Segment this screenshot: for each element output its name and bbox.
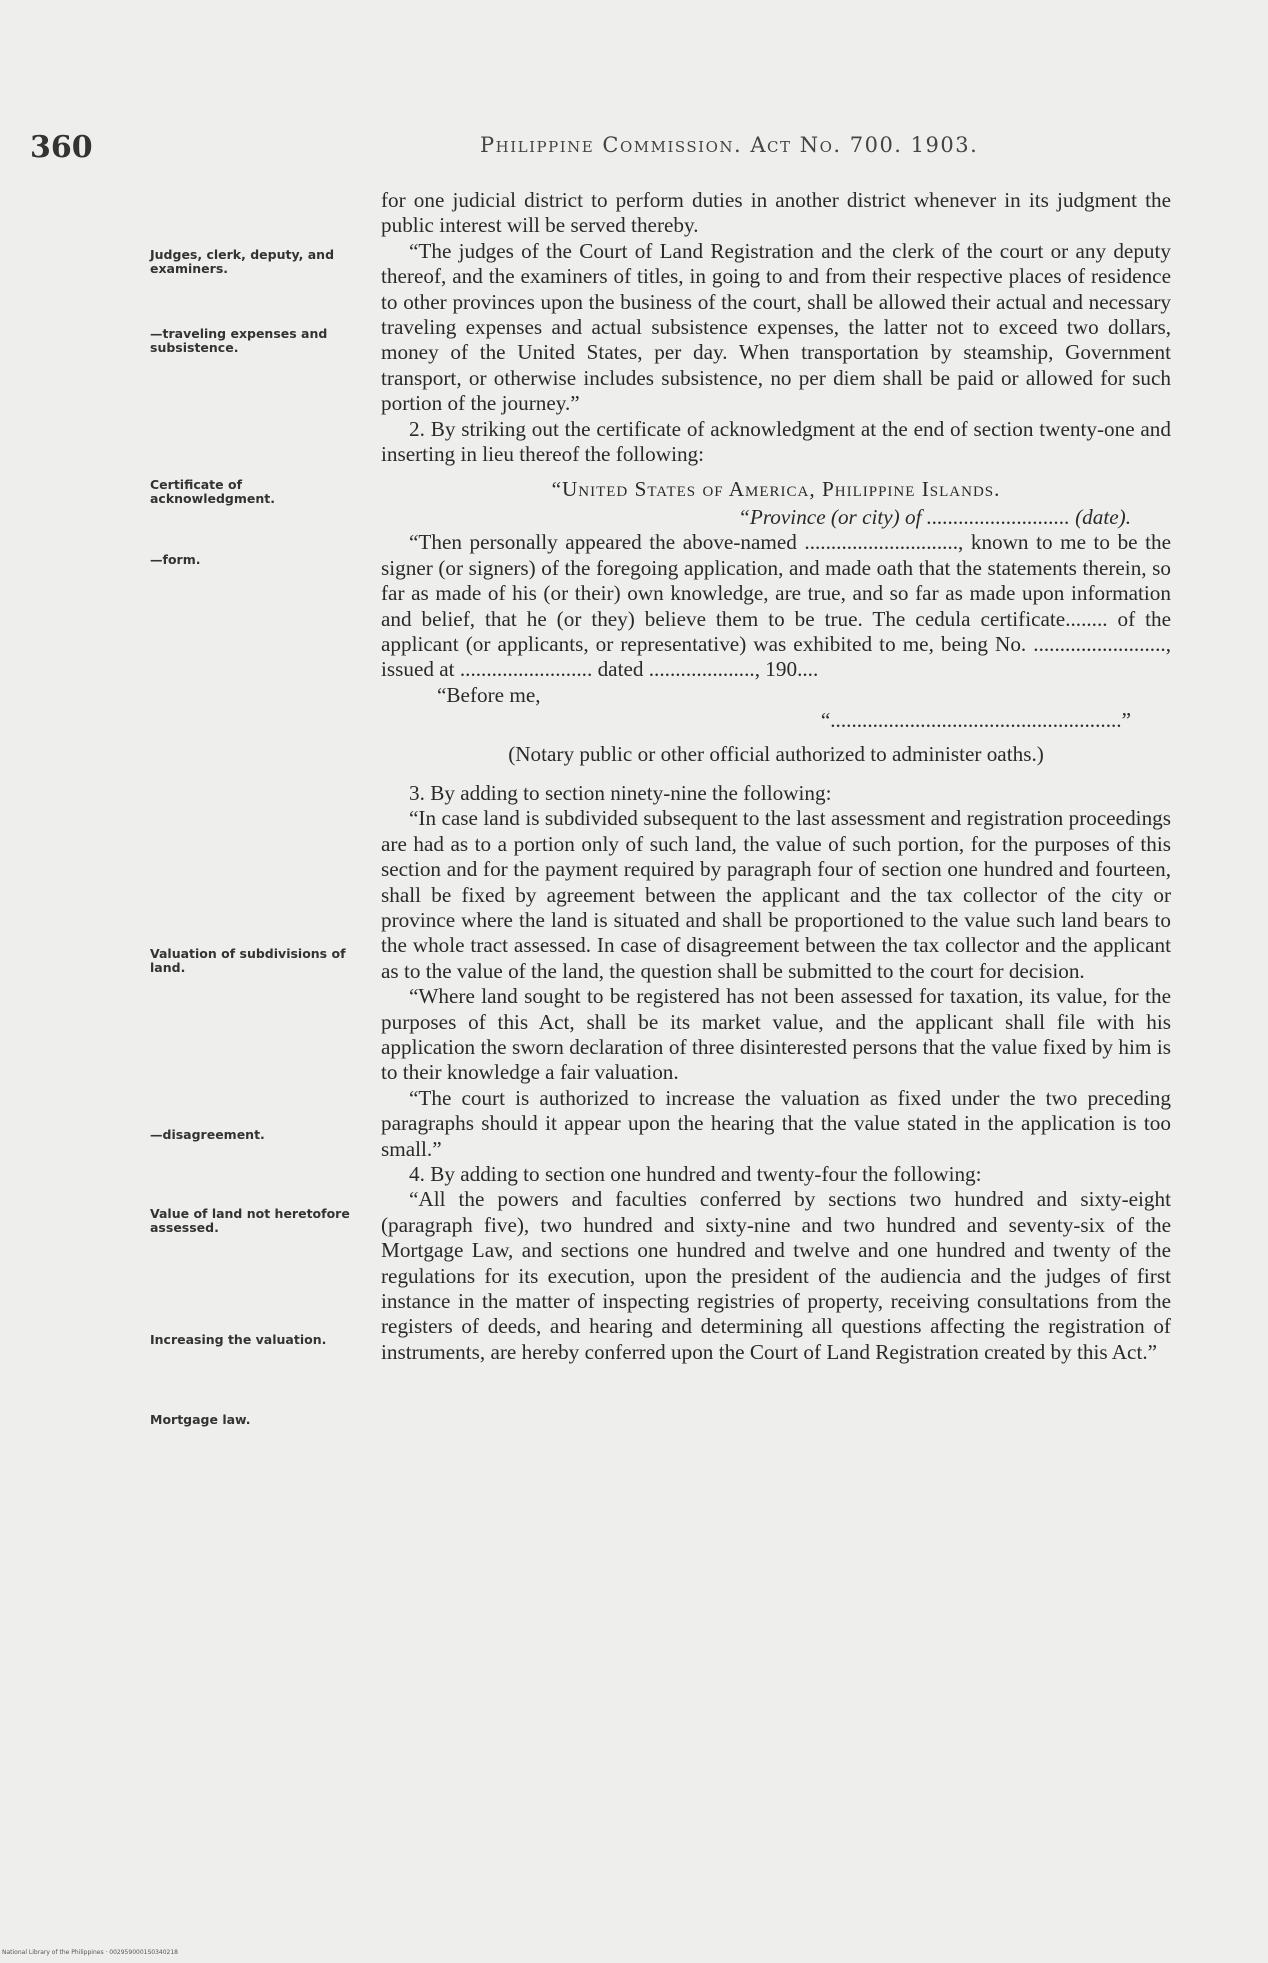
margin-note-disagreement: —disagreement. bbox=[150, 1127, 265, 1142]
form-signature-line: “.......................................................” bbox=[820, 708, 1131, 733]
paragraph: “Where land sought to be registered has not been assessed for taxation, its value, for the purposes of this Act, shall be its market value, and the applicant shall file with his application the sworn declaration of three disinterested persons that the value fixed by him is to their knowledge a fair valuation. bbox=[381, 984, 1171, 1085]
form-notary-line: (Notary public or other official authorized to administer oaths.) bbox=[508, 741, 1044, 766]
paragraph: for one judicial district to perform duties in another district whenever in its judgment the public interest will be served thereby. bbox=[381, 188, 1171, 238]
margin-note-form: —form. bbox=[150, 552, 201, 567]
paragraph: “All the powers and faculties conferred by sections two hundred and sixty-eight (paragraph five), two hundred and sixty-nine and two hundred and seventy-six of the Mortgage Law, and sections one hundred and twelve and one hundred and twenty of the regulations for its execution, upon the president of the audiencia and the judges of first instance in the matter of inspecting registries of property, receiving consultations from the registers of deeds, and hearing and determining all questions affecting the registration of instruments, are hereby conferred upon the Court of Land Registration created by this Act.” bbox=[381, 1187, 1171, 1364]
paragraph: “In case land is subdivided subsequent to the last assessment and registration proceedings are had as to a portion only of such land, the value of such portion, for the purposes of this section and for the payment required by paragraph four of section one hundred and fourteen, shall be fixed by agreement between the applicant and the tax collector of the city or province where the land is situated and shall be proportioned to the value such land bears to the whole tract assessed. In case of disagreement between the tax collector and the applicant as to the value of the land, the question shall be submitted to the court for decision. bbox=[381, 806, 1171, 983]
margin-note-judges: Judges, clerk, deputy, and examiners. bbox=[150, 247, 335, 276]
body-text bbox=[381, 188, 1171, 1365]
margin-note-certificate: Certificate of acknowledgment. bbox=[150, 477, 275, 506]
form-heading: “United States of America, Philippine Islands. bbox=[551, 477, 1001, 502]
paragraph: “The court is authorized to increase the valuation as fixed under the two preceding paragraphs should it appear upon the hearing that the value stated in the application is too small.” bbox=[381, 1085, 1171, 1161]
form-province-line: “Province (or city) of ........................... (date). bbox=[738, 504, 1131, 529]
form-before-me: “Before me, bbox=[437, 682, 541, 707]
scan-footer: National Library of the Philippines · 0029590001S0340218 bbox=[2, 1949, 178, 1956]
margin-note-value-not-assessed: Value of land not heretofore assessed. bbox=[150, 1206, 350, 1235]
paragraph: “The judges of the Court of Land Registration and the clerk of the court or any deputy thereof, and the examiners of titles, in going to and from their respective places of residence to other provinces upon the business of the court, shall be allowed their actual and necessary traveling expenses and actual subsistence expenses, the latter not to exceed two dollars, money of the United States, per day. When transportation by steamship, Government transport, or otherwise includes subsistence, no per diem shall be paid or allowed for such portion of the journey.” bbox=[381, 238, 1171, 416]
paragraph: 3. By adding to section ninety-nine the following: bbox=[409, 780, 832, 805]
running-head: Philippine Commission. Act No. 700. 1903. bbox=[480, 133, 979, 157]
paragraph: 4. By adding to section one hundred and twenty-four the following: bbox=[409, 1162, 982, 1187]
margin-note-mortgage-law: Mortgage law. bbox=[150, 1412, 251, 1427]
page-number: 360 bbox=[30, 130, 93, 165]
margin-note-valuation: Valuation of subdivisions of land. bbox=[150, 946, 346, 975]
paragraph: 2. By striking out the certificate of acknowledgment at the end of section twenty-one and inserting in lieu thereof the following: bbox=[381, 416, 1171, 467]
margin-note-increasing-valuation: Increasing the valuation. bbox=[150, 1332, 327, 1347]
margin-note-traveling-expenses: —traveling expenses and subsistence. bbox=[150, 326, 328, 355]
form-body: “Then personally appeared the above-named ............................., known to me to be the signer (or signers) of the foregoing application, and made oath that the statements therein, so far as made of his (or their) own knowledge, are true, and so far as made upon information and belief, that he (or they) believe them to be true. The cedula certificate........ of the applicant (or applicants, or representative) was exhibited to me, being No. ........................., issued at ......................... dated ...................., 190.... bbox=[381, 530, 1171, 682]
